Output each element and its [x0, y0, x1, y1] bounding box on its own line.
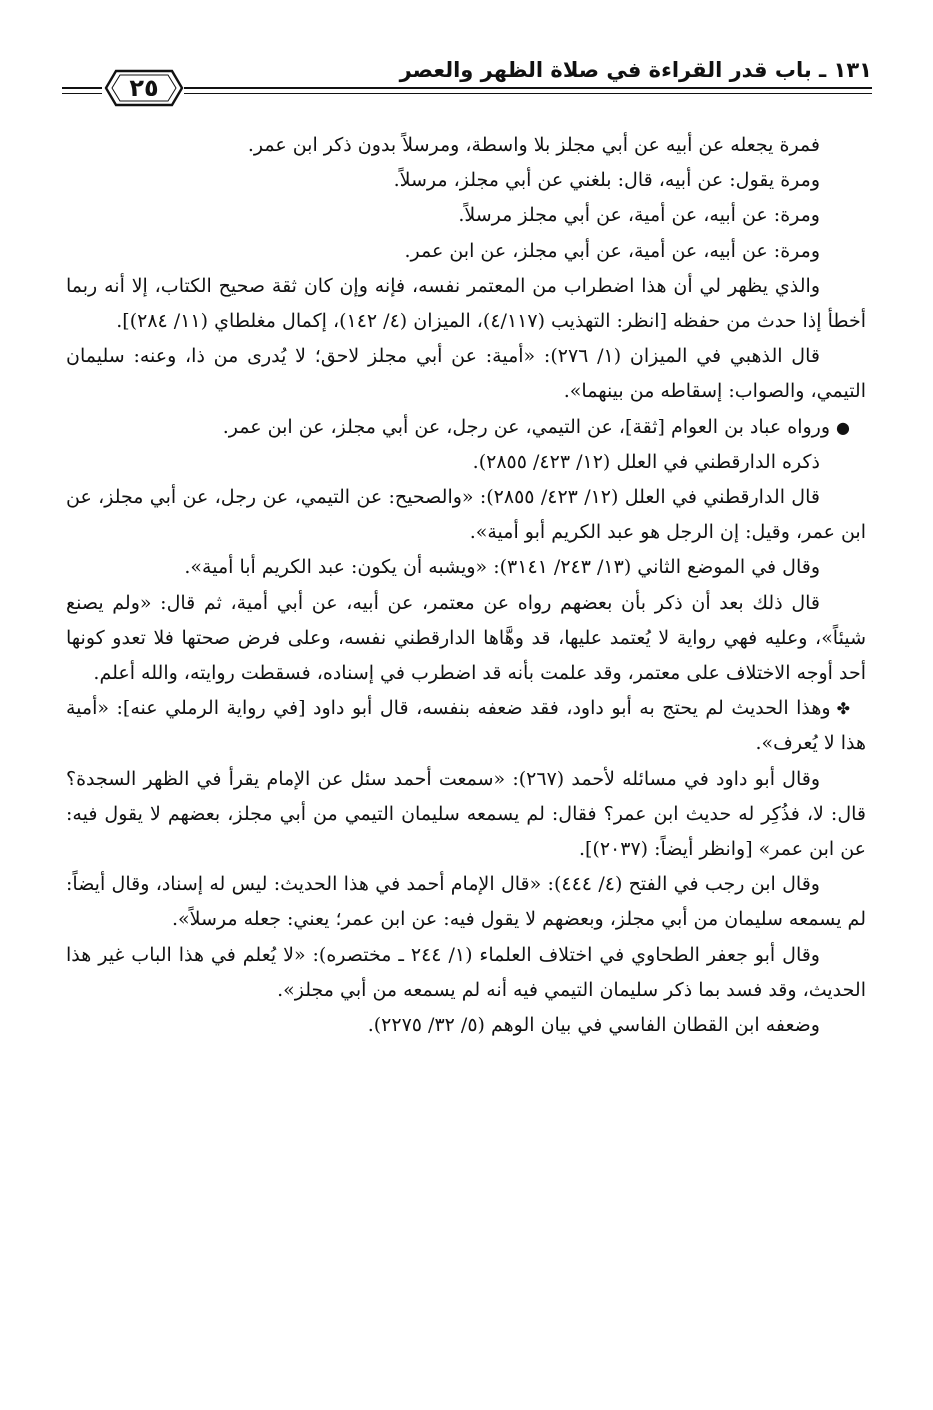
page-number-badge — [104, 68, 184, 108]
running-title: ١٣١ ـ باب قدر القراءة في صلاة الظهر والعصر — [399, 58, 872, 82]
paragraph: قال الذهبي في الميزان (١/ ٢٧٦): «أمية: عن أبي مجلز لاحق؛ لا يُدرى من ذا، وعنه: سليمان التيمي، والصواب: إسقاطه من بينهما». — [66, 345, 866, 403]
paragraph: فمرة يجعله عن أبيه عن أبي مجلز بلا واسطة، ومرسلاً بدون ذكر ابن عمر. — [247, 134, 820, 156]
paragraph: وقال في الموضع الثاني (١٣/ ٢٤٣/ ٣١٤١): «ويشبه أن يكون: عبد الكريم أبا أمية». — [184, 556, 820, 579]
paragraph: ومرة يقول: عن أبيه، قال: بلغني عن أبي مجلز، مرسلاً. — [393, 169, 820, 192]
page-header — [62, 52, 872, 102]
paragraph: قال ذلك بعد أن ذكر بأن بعضهم رواه عن معتمر، عن أبيه، عن أبي أمية، ثم قال: «ولم يصنع شيئاً»، وعليه فهي رواية لا يُعتمد عليها، قد وهَّاها الدارقطني نفسه، وعلى فرض صحتها فلا تعدو كونها أحد أوجه الاختلاف على معتمر، وقد علمت بأنه قد اضطرب في إسناده، فسقطت روايته، والله أعلم. — [66, 591, 866, 685]
paragraph: قال الدارقطني في العلل (١٢/ ٤٢٣/ ٢٨٥٥): «والصحيح: عن التيمي، عن رجل، عن أبي مجلز، عن ابن عمر، وقيل: إن الرجل هو عبد الكريم أبو أمية». — [66, 486, 866, 544]
bullet-flower-icon: ✤ — [836, 699, 850, 719]
paragraph-bulleted — [66, 691, 866, 761]
page-number: ٢٥ — [129, 74, 159, 102]
paragraph-bulleted — [66, 410, 866, 445]
paragraph: ومرة: عن أبيه، عن أمية، عن أبي مجلز، عن ابن عمر. — [404, 239, 820, 262]
paragraph: ذكره الدارقطني في العلل (١٢/ ٤٢٣/ ٢٨٥٥). — [472, 450, 820, 473]
paragraph: وقال أبو جعفر الطحاوي في اختلاف العلماء (١/ ٢٤٤ ـ مختصره): «لا يُعلم في هذا الباب غير هذا الحديث، وقد فسد بما ذكر سليمان التيمي فيه أنه لم يسمعه من أبي مجلز». — [66, 943, 866, 1001]
paragraph: والذي يظهر لي أن هذا اضطراب من المعتمر نفسه، فإنه وإن كان ثقة صحيح الكتاب، إلا أنه ربما أخطأ إذا حدث من حفظه [انظر: التهذيب (٤/١١٧)، الميزان (٤/ ١٤٢)، إكمال مغلطاي (١١/ ٢٨٤)]. — [66, 274, 866, 333]
paragraph: ومرة: عن أبيه، عن أمية، عن أبي مجلز مرسلاً. — [458, 204, 820, 227]
paragraph: وقال أبو داود في مسائله لأحمد (٢٦٧): «سمعت أحمد سئل عن الإمام يقرأ في الظهر السجدة؟ قال: لا، فذُكِر له حديث ابن عمر؟ فقال: لم يسمعه سليمان التيمي من أبي مجلز، بعضهم لا يقول فيه: عن ابن عمر» [وانظر أيضاً: (٢٠٣٧)]. — [66, 767, 866, 861]
bullet-dot-icon: ● — [836, 417, 850, 437]
paragraph-text: ورواه عباد بن العوام [ثقة]، عن التيمي، عن رجل، عن أبي مجلز، عن ابن عمر. — [222, 415, 831, 438]
paragraph: وقال ابن رجب في الفتح (٤/ ٤٤٤): «قال الإمام أحمد في هذا الحديث: ليس له إسناد، وقال أيضاً: لم يسمعه سليمان من أبي مجلز، وبعضهم لا يقول فيه: عن ابن عمر؛ يعني: جعله مرسلاً». — [66, 873, 866, 931]
body-text — [66, 128, 866, 1043]
header-rule — [184, 87, 872, 94]
header-rule-left — [62, 87, 102, 94]
paragraph: وضعفه ابن القطان الفاسي في بيان الوهم (٥/ ٣٢/ ٢٢٧٥). — [367, 1014, 820, 1037]
paragraph-text: وهذا الحديث لم يحتج به أبو داود، فقد ضعفه بنفسه، قال أبو داود [في رواية الرملي عنه]: «أمية هذا لا يُعرف». — [66, 697, 866, 755]
